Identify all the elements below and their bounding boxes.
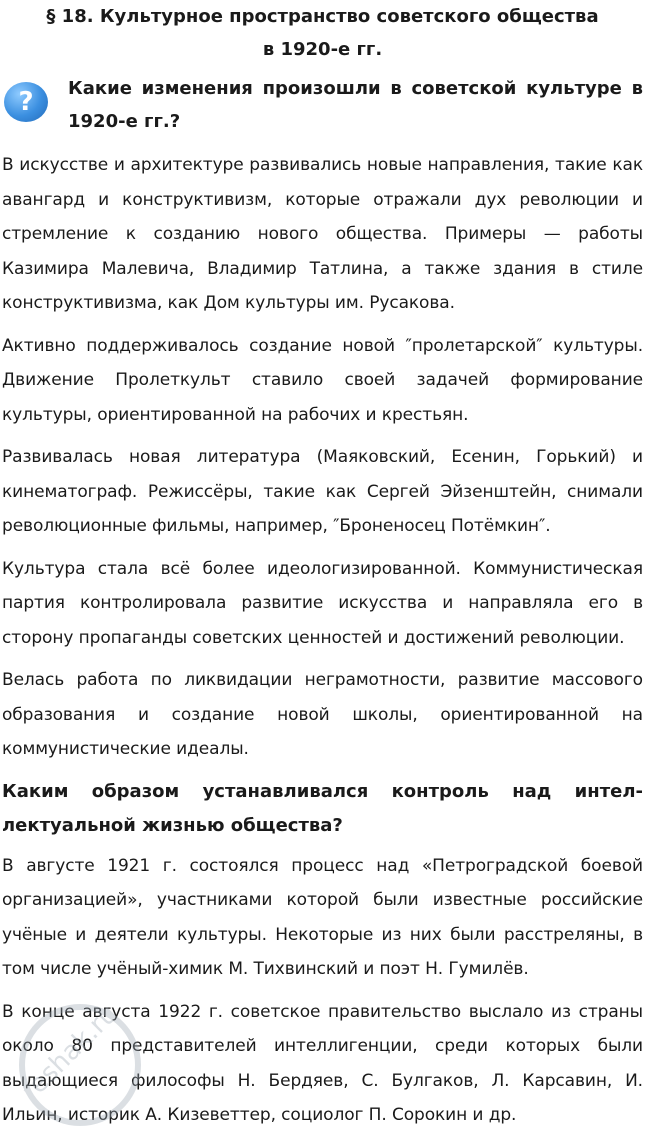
paragraph: Активно поддерживалось создание новой ″пролетарской″ культуры. Движение Пролеткульт ставило своей задачей формирование культуры, ориентированной на рабочих и крестьян. (2, 335, 643, 425)
article-body (2, 148, 643, 1141)
paragraph: В искусстве и архитектуре развивались новые направления, такие как авангард и конструктивизм, которые отражали дух революции и стремление к созданию нового общества. Примеры — работы Казимира Малевича, Владимир Татлина, а также здания в стиле конструктивизма, как Дом культуры им. Русакова. (2, 155, 643, 313)
question-heading: Какие изменения произошли в советской культуре в 1920-е гг.? (68, 78, 643, 132)
paragraph: Культура стала всё более идеологизированной. Коммунистическая партия контролировала развитие искусства и направляла его в сторону пропаганды советских ценностей и достижений революции. (2, 558, 643, 648)
paragraph: Велась работа по ликвидации неграмотности, развитие массового образования и создание новой школы, ориентированной на коммунистические идеалы. (2, 670, 643, 759)
watermark-text: reshak.ru (15, 999, 124, 1107)
paragraph: В конце августа 1922 г. советское правительство выслало из страны около 80 представителей интеллигенции, среди которых были выдающиеся философы Н. Бердяев, С. Булгаков, Л. Карсавин, И. Ильин, историк А. Кизеветтер, социолог П. Сорокин и др. (2, 1001, 643, 1125)
page-title: § 18. Культурное пространство советского общества в 1920-е гг. (46, 6, 599, 60)
paragraph: Развивалась новая литература (Маяковский, Есенин, Горький) и кинематограф. Режиссёры, такие как Сергей Эйзенштейн, снимали революционные фильмы, например, ″Броненосец Потёмкин″. (2, 447, 643, 536)
question-icon: ? (4, 82, 48, 122)
section-heading: Каким образом устанавливался контроль над интеллектуальной жизнью общества? (2, 780, 643, 836)
paragraph: В августе 1921 г. состоялся процесс над «Петроградской боевой организацией», участниками которой были известные российские учёные и деятели культуры. Некоторые из них были расстреляны, в том числе учёный-химик М. Тихвинский и поэт Н. Гумилёв. (2, 855, 643, 979)
